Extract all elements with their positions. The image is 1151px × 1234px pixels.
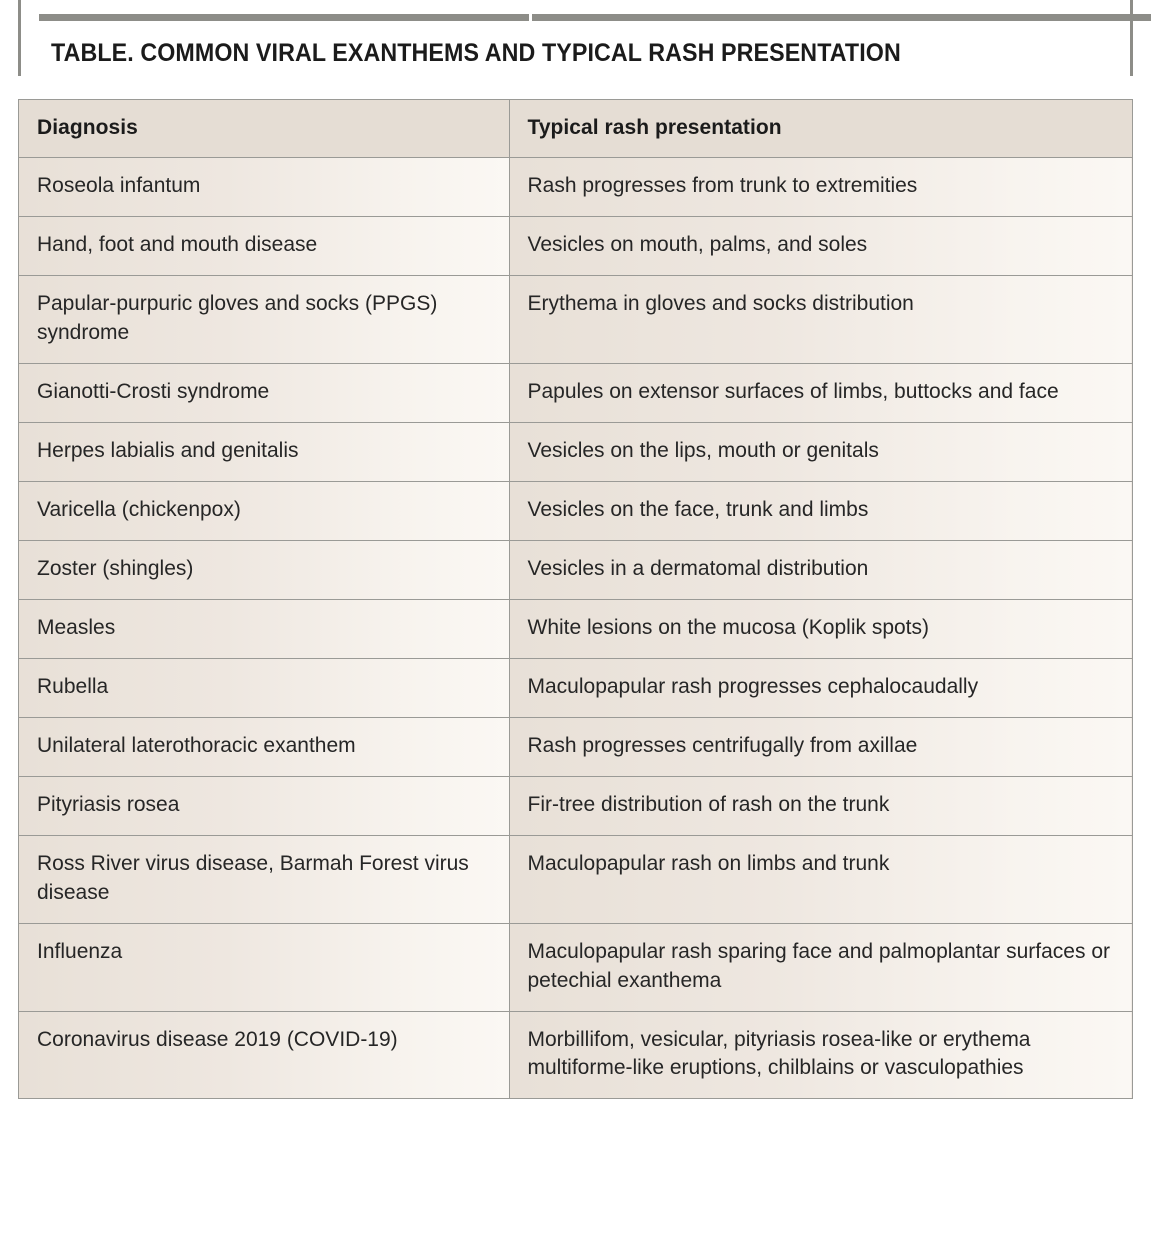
presentation-text: White lesions on the mucosa (Koplik spots)	[527, 615, 930, 639]
diagnosis-text: Papular-purpuric gloves and socks (PPGS) syndrome	[37, 291, 438, 344]
presentation-text: Erythema in gloves and socks distribution	[527, 291, 914, 315]
presentation-text: Vesicles on mouth, palms, and soles	[527, 232, 868, 256]
cell-presentation	[509, 216, 1132, 275]
table-row	[19, 835, 1132, 923]
top-rule-left	[39, 14, 529, 21]
cell-diagnosis	[19, 835, 509, 923]
diagnosis-text: Gianotti-Crosti syndrome	[37, 379, 270, 403]
diagnosis-text: Varicella (chickenpox)	[37, 497, 241, 521]
cell-diagnosis	[19, 540, 509, 599]
cell-diagnosis	[19, 275, 509, 363]
table-row	[19, 216, 1132, 275]
column-header-diagnosis: Diagnosis	[19, 100, 509, 158]
cell-diagnosis	[19, 422, 509, 481]
presentation-text: Maculopapular rash on limbs and trunk	[527, 851, 890, 875]
cell-presentation	[509, 776, 1132, 835]
cell-diagnosis	[19, 216, 509, 275]
cell-diagnosis	[19, 481, 509, 540]
column-header-presentation: Typical rash presentation	[509, 100, 1132, 158]
table-row	[19, 422, 1132, 481]
diagnosis-text: Influenza	[37, 939, 123, 963]
table-row	[19, 658, 1132, 717]
diagnosis-text: Coronavirus disease 2019 (COVID-19)	[37, 1027, 398, 1051]
presentation-text: Morbillifom, vesicular, pityriasis rosea-like or erythema multiforme-like eruptions, chilblains or vasculopathies	[527, 1027, 1031, 1080]
presentation-text: Vesicles on the face, trunk and limbs	[527, 497, 869, 521]
table-row	[19, 540, 1132, 599]
cell-diagnosis	[19, 923, 509, 1011]
presentation-text: Papules on extensor surfaces of limbs, buttocks and face	[527, 379, 1059, 403]
cell-presentation	[509, 422, 1132, 481]
table-row	[19, 599, 1132, 658]
presentation-text: Vesicles in a dermatomal distribution	[527, 556, 869, 580]
presentation-text: Rash progresses from trunk to extremities	[527, 174, 918, 197]
cell-diagnosis	[19, 1011, 509, 1098]
presentation-text: Fir-tree distribution of rash on the trunk	[527, 792, 890, 816]
cell-diagnosis	[19, 599, 509, 658]
diagnosis-text: Zoster (shingles)	[37, 556, 194, 580]
table-row	[19, 717, 1132, 776]
cell-presentation	[509, 275, 1132, 363]
top-rule-right	[532, 14, 1151, 21]
page-title: TABLE. COMMON VIRAL EXANTHEMS AND TYPICAL RASH PRESENTATION	[51, 39, 901, 67]
cell-diagnosis	[19, 717, 509, 776]
cell-presentation	[509, 158, 1132, 217]
cell-presentation	[509, 599, 1132, 658]
table-header-row	[19, 100, 1132, 158]
cell-presentation	[509, 923, 1132, 1011]
presentation-text: Rash progresses centrifugally from axillae	[527, 733, 918, 757]
table-row	[19, 1011, 1132, 1098]
table-body	[19, 158, 1132, 1099]
diagnosis-text: Rubella	[37, 674, 109, 698]
table-row	[19, 363, 1132, 422]
diagnosis-text: Unilateral laterothoracic exanthem	[37, 733, 356, 757]
presentation-text: Maculopapular rash sparing face and palmoplantar surfaces or petechial exanthema	[527, 939, 1110, 992]
presentation-text: Maculopapular rash progresses cephalocaudally	[527, 674, 979, 698]
cell-diagnosis	[19, 363, 509, 422]
table-row	[19, 158, 1132, 217]
table-container	[18, 99, 1133, 1099]
table-row	[19, 776, 1132, 835]
table-header	[19, 100, 1132, 158]
cell-presentation	[509, 835, 1132, 923]
diagnosis-text: Roseola infantum	[37, 174, 201, 197]
table-row	[19, 275, 1132, 363]
cell-diagnosis	[19, 158, 509, 217]
diagnosis-text: Hand, foot and mouth disease	[37, 232, 318, 256]
diagnosis-text: Ross River virus disease, Barmah Forest virus disease	[37, 851, 469, 904]
diagnosis-text: Pityriasis rosea	[37, 792, 180, 816]
cell-diagnosis	[19, 776, 509, 835]
diagnosis-text: Herpes labialis and genitalis	[37, 438, 299, 462]
table-title-block	[18, 0, 1133, 76]
cell-presentation	[509, 481, 1132, 540]
cell-presentation	[509, 1011, 1132, 1098]
table-row	[19, 481, 1132, 540]
cell-diagnosis	[19, 658, 509, 717]
presentation-text: Vesicles on the lips, mouth or genitals	[527, 438, 879, 462]
cell-presentation	[509, 363, 1132, 422]
cell-presentation	[509, 717, 1132, 776]
viral-exanthems-table	[19, 100, 1132, 1098]
table-row	[19, 923, 1132, 1011]
cell-presentation	[509, 658, 1132, 717]
diagnosis-text: Measles	[37, 615, 116, 639]
cell-presentation	[509, 540, 1132, 599]
